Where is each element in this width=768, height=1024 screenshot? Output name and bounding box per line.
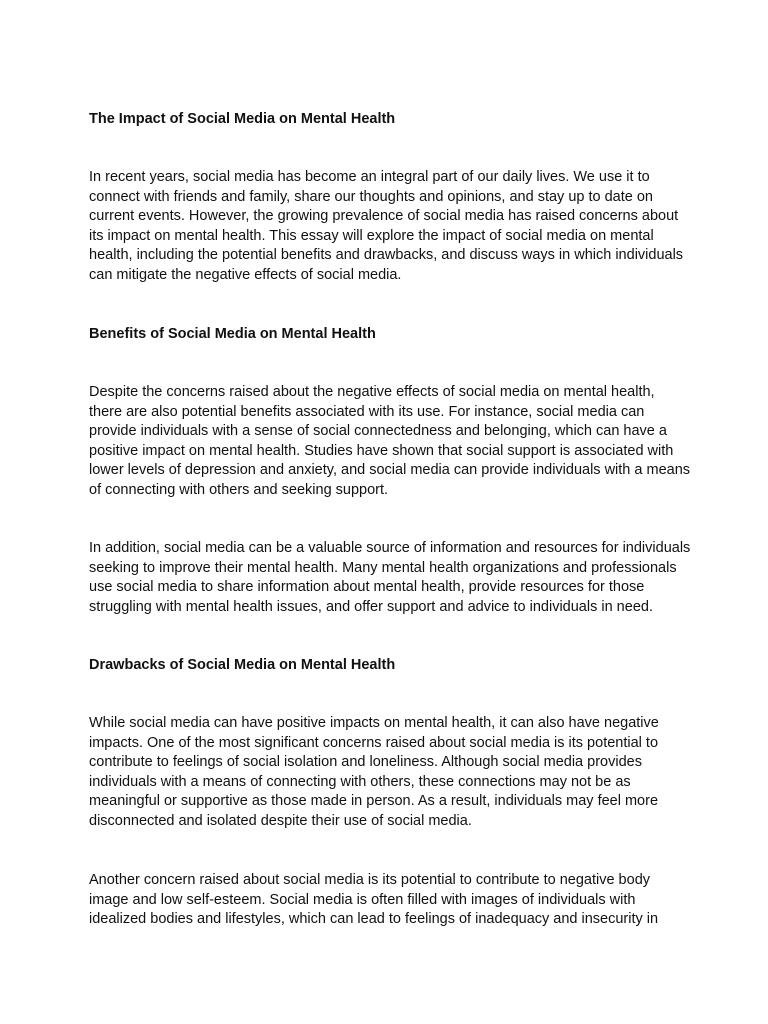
- paragraph-line: struggling with mental health issues, and offer support and advice to individuals in need.: [89, 598, 653, 615]
- paragraph-line: While social media can have positive impacts on mental health, it can also have negative: [89, 715, 659, 731]
- paragraph-line: connect with friends and family, share our thoughts and opinions, and stay up to date on: [89, 188, 653, 205]
- paragraph-line: health, including the potential benefits and drawbacks, and discuss ways in which individuals: [89, 247, 684, 264]
- paragraph-line: In recent years, social media has become an integral part of our daily lives. We use it to: [89, 169, 650, 185]
- paragraph-line: individuals with a means of connecting with others, these connections may not be as: [89, 773, 631, 790]
- drawbacks-heading: Drawbacks of Social Media on Mental Health: [89, 657, 396, 673]
- paragraph-line: its impact on mental health. This essay will explore the impact of social media on mental: [89, 227, 654, 244]
- paragraph-line: lower levels of depression and anxiety, and social media can provide individuals with a means: [89, 462, 691, 479]
- paragraph-line: meaningful or supportive as those made in person. As a result, individuals may feel more: [89, 793, 659, 810]
- paragraph-line: can mitigate the negative effects of social media.: [89, 266, 402, 283]
- paragraph-line: of connecting with others and seeking support.: [89, 481, 389, 498]
- paragraph-line: seeking to improve their mental health. Many mental health organizations and professionals: [89, 559, 677, 576]
- paragraph-line: image and low self-esteem. Social media is often filled with images of individuals with: [89, 891, 636, 908]
- paragraph-line: there are also potential benefits associated with its use. For instance, social media can: [89, 403, 645, 420]
- paragraph-line: Another concern raised about social media is its potential to contribute to negative body: [89, 872, 651, 888]
- benefits-paragraph-2: [89, 539, 690, 617]
- paragraph-line: current events. However, the growing prevalence of social media has raised concerns about: [89, 208, 679, 225]
- drawbacks-paragraph-2: [89, 871, 658, 930]
- document-title: The Impact of Social Media on Mental Health: [89, 111, 396, 127]
- benefits-heading: Benefits of Social Media on Mental Health: [89, 326, 376, 342]
- paragraph-line: provide individuals with a sense of social connectedness and belonging, which can have a: [89, 423, 667, 440]
- paragraph-line: impacts. One of the most significant concerns raised about social media is its potential to: [89, 734, 659, 751]
- paragraph-line: use social media to share information about mental health, provide resources for those: [89, 579, 645, 596]
- paragraph-line: contribute to feelings of social isolation and loneliness. Although social media provides: [89, 754, 642, 771]
- paragraph-line: Despite the concerns raised about the negative effects of social media on mental health,: [89, 384, 655, 400]
- paragraph-line: disconnected and isolated despite their use of social media.: [89, 812, 472, 829]
- paragraph-line: positive impact on mental health. Studies have shown that social support is associated with: [89, 442, 674, 459]
- paragraph-line: idealized bodies and lifestyles, which can lead to feelings of inadequacy and insecurity in: [89, 911, 659, 928]
- benefits-paragraph-1: [89, 383, 690, 501]
- drawbacks-paragraph-1: [89, 714, 659, 832]
- paragraph-line: In addition, social media can be a valuable source of information and resources for individuals: [89, 540, 691, 556]
- intro-paragraph: [89, 168, 683, 286]
